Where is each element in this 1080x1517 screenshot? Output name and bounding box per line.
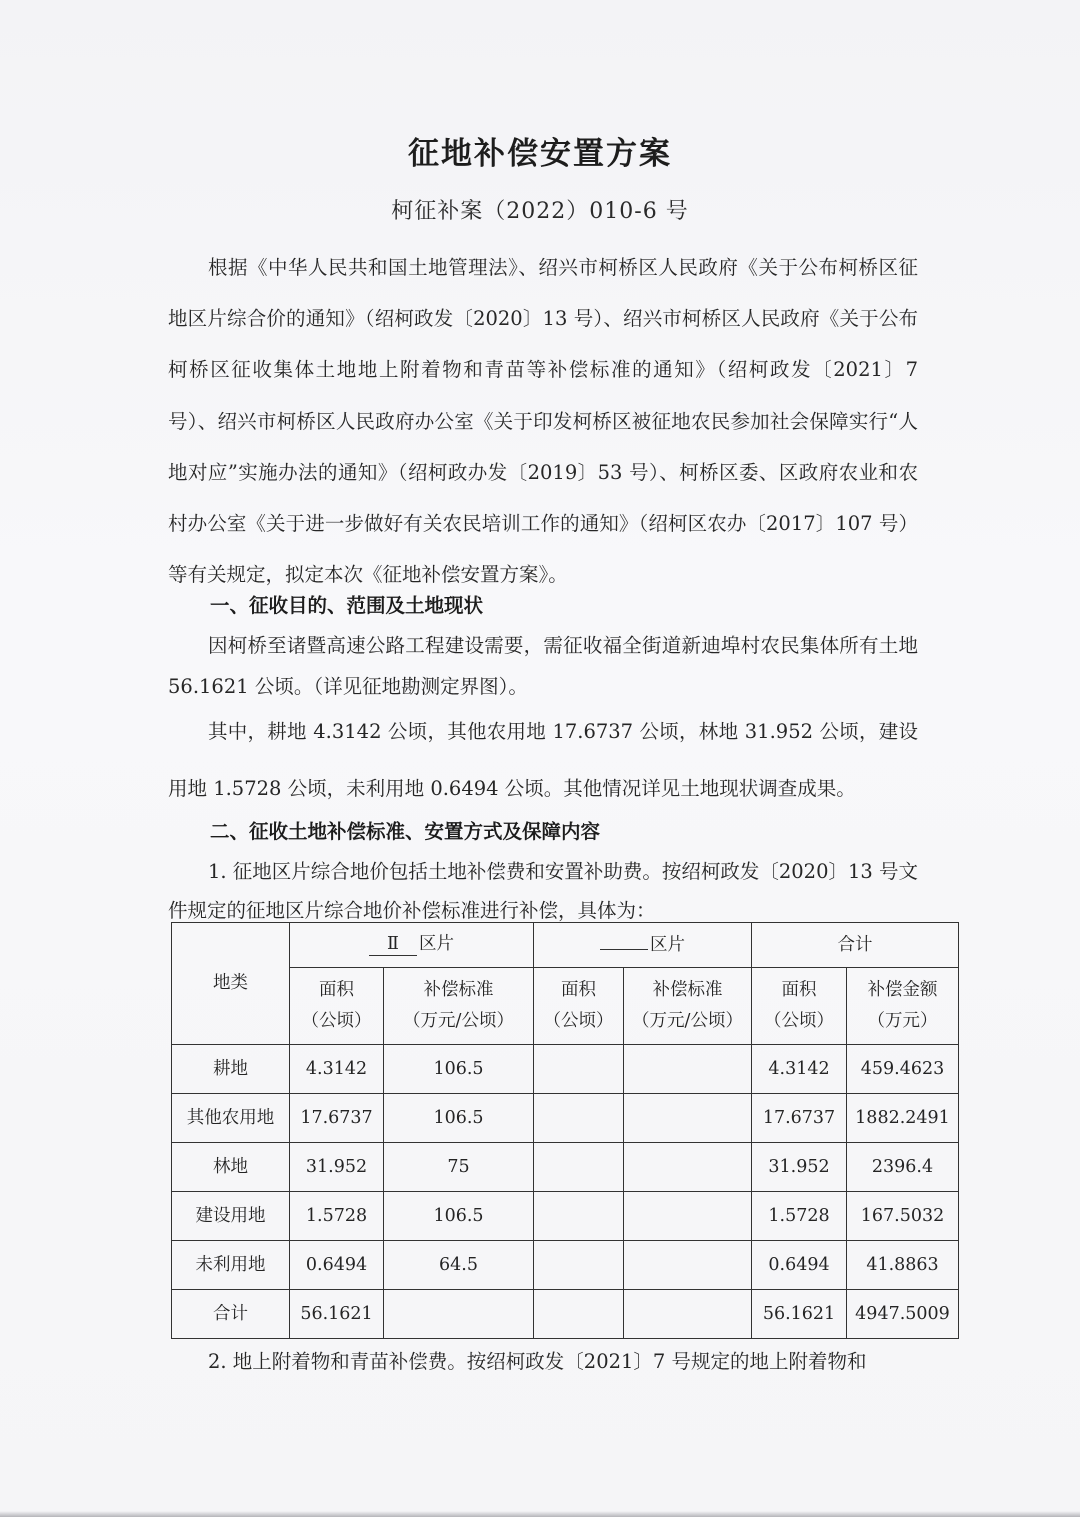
table-cell-amount: 1882.2491 [847,1094,959,1143]
table-cell-type: 林地 [172,1143,290,1192]
document-title: 征地补偿安置方案 [408,136,672,172]
table-cell-area: 4.3142 [290,1045,384,1094]
table-cell-total-area: 56.1621 [752,1290,847,1339]
table-cell-std2 [624,1241,752,1290]
table-row [172,1143,959,1192]
area-unit: （公顷） [764,1011,834,1031]
area-label: 面积 [781,980,817,1000]
table-cell-type: 未利用地 [172,1241,290,1290]
table-cell-std: 106.5 [384,1094,534,1143]
table-cell-std: 106.5 [384,1045,534,1094]
scan-edge-shadow [0,1511,1080,1517]
table-cell-std2 [624,1143,752,1192]
table-cell-amount: 459.4623 [847,1045,959,1094]
section-1-paragraph-1: 因柯桥至诸暨高速公路工程建设需要，需征收福全街道新迪埠村农民集体所有土地 56.1621 公顷。（详见征地勘测定界图）。 [168,634,918,698]
header-total-amount [847,968,959,1045]
compensation-table-body [172,923,959,1339]
table-cell-std: 75 [384,1143,534,1192]
table-cell-area2 [534,1192,624,1241]
table-row [172,1094,959,1143]
table-cell-total-area: 4.3142 [752,1045,847,1094]
section-1-paragraph-2: 其中，耕地 4.3142 公顷，其他农用地 17.6737 公顷，林地 31.952 公顷，建设用地 1.5728 公顷，未利用地 0.6494 公顷。其他情况详见土地现状调查成果。 [168,720,918,800]
table-cell-type: 耕地 [172,1045,290,1094]
amount-unit: （万元） [867,1011,938,1031]
header-zone2-area [534,968,624,1045]
table-cell-area: 56.1621 [290,1290,384,1339]
section-2-paragraph-2: 2. 地上附着物和青苗补偿费。按绍柯政发〔2021〕7 号规定的地上附着物和 [208,1350,867,1373]
table-cell-area: 1.5728 [290,1192,384,1241]
header-landtype: 地类 [172,923,290,1045]
area-label: 面积 [561,980,596,1000]
section-2-heading: 二、征收土地补偿标准、安置方式及保障内容 [210,820,601,843]
table-cell-std: 64.5 [384,1241,534,1290]
table-cell-std2 [624,1045,752,1094]
table-cell-total-area: 0.6494 [752,1241,847,1290]
document-number: 柯征补案（2022）010-6 号 [391,199,689,224]
table-cell-area2 [534,1290,624,1339]
table-cell-std [384,1290,534,1339]
table-cell-area2 [534,1241,624,1290]
intro-paragraph: 根据《中华人民共和国土地管理法》、绍兴市柯桥区人民政府《关于公布柯桥区征地区片综合价的通知》（绍柯政发〔2020〕13 号）、绍兴市柯桥区人民政府《关于公布柯桥区征收集体土地地上附着物和青苗等补偿标准的通知》（绍柯政发〔2021〕7 号）、绍兴市柯桥区人民政府办公室《关于印发柯桥区被征地农民参加社会保障实行“人地对应”实施办法的通知》（绍柯政办发〔2019〕53 号）、柯桥区委、区政府农业和农村办公室《关于进一步做好有关农民培训工作的通知》（绍柯区农办〔2017〕107 号）等有关规定，拟定本次《征地补偿安置方案》。 [168,256,918,587]
header-total: 合计 [752,923,959,968]
std-unit: （万元/公顷） [632,1011,743,1031]
table-row [172,1192,959,1241]
header-total-area [752,968,847,1045]
table-cell-area: 0.6494 [290,1241,384,1290]
table-cell-std2 [624,1094,752,1143]
zone-2-name [600,949,648,950]
header-zone-2 [534,923,752,968]
zone-2-suffix: 区片 [650,934,685,955]
table-cell-total-area: 17.6737 [752,1094,847,1143]
zone-1-suffix: 区片 [419,934,454,954]
zone-1-name: Ⅱ [369,934,417,956]
table-cell-type: 建设用地 [172,1192,290,1241]
table-cell-type: 合计 [172,1290,290,1339]
header-zone1-area [290,968,384,1045]
table-cell-total-area: 31.952 [752,1143,847,1192]
std-unit: （万元/公顷） [403,1011,514,1031]
table-cell-area2 [534,1143,624,1192]
table-header-row-1 [172,923,959,968]
header-zone1-std [384,968,534,1045]
table-cell-area2 [534,1094,624,1143]
table-cell-amount: 41.8863 [847,1241,959,1290]
section-2-paragraph-1: 1. 征地区片综合地价包括土地补偿费和安置补助费。按绍柯政发〔2020〕13 号文件规定的征地区片综合地价补偿标准进行补偿，具体为： [168,860,918,922]
table-header-row-2 [172,968,959,1045]
table-cell-type: 其他农用地 [172,1094,290,1143]
std-label: 补偿标准 [423,980,494,1000]
table-cell-amount: 2396.4 [847,1143,959,1192]
compensation-table [171,922,959,1339]
table-cell-std2 [624,1192,752,1241]
amount-label: 补偿金额 [867,980,938,1000]
header-zone2-std [624,968,752,1045]
table-cell-area: 31.952 [290,1143,384,1192]
area-unit: （公顷） [543,1011,614,1031]
area-label: 面积 [319,980,354,1000]
std-label: 补偿标准 [652,980,723,1000]
area-unit: （公顷） [301,1011,372,1031]
table-row [172,1290,959,1339]
table-cell-std2 [624,1290,752,1339]
table-cell-std: 106.5 [384,1192,534,1241]
table-cell-amount: 167.5032 [847,1192,959,1241]
table-cell-area2 [534,1045,624,1094]
section-1-heading: 一、征收目的、范围及土地现状 [210,594,484,617]
header-zone-1 [290,923,534,968]
table-row [172,1045,959,1094]
table-cell-total-area: 1.5728 [752,1192,847,1241]
table-row [172,1241,959,1290]
table-cell-amount: 4947.5009 [847,1290,959,1339]
table-cell-area: 17.6737 [290,1094,384,1143]
